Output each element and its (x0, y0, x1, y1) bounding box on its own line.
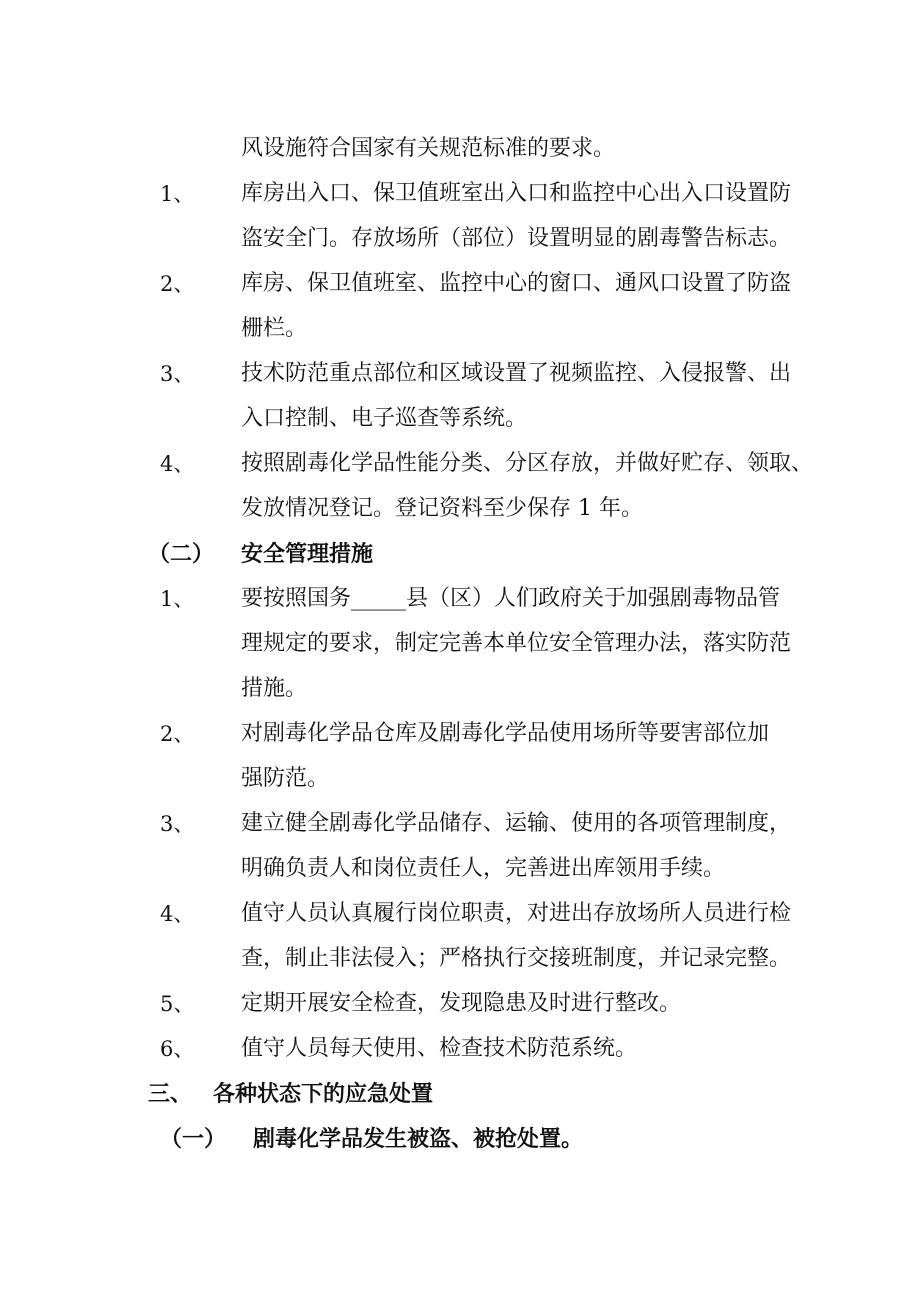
item-text-line: 措施。 (241, 676, 308, 701)
item-number: 1、 (160, 587, 195, 611)
item-text-line: 明确负责人和岗位责任人，完善进出库领用手续。 (241, 856, 726, 881)
item-text-line: 查，制止非法侵入；严格执行交接班制度，并记录完整。 (241, 946, 792, 971)
subsection-number: （一） (160, 1126, 227, 1152)
item-number: 4、 (160, 452, 195, 476)
item-text-line: 值守人员每天使用、检查技术防范系统。 (241, 1036, 638, 1061)
item-text-line: 库房出入口、保卫值班室出入口和监控中心出入口设置防 (241, 181, 792, 206)
item-number: 6、 (160, 1037, 195, 1061)
item-text-line: 理规定的要求，制定完善本单位安全管理办法，落实防范 (241, 631, 792, 656)
item-text-line: 要按照国务_____县（区）人们政府关于加强剧毒物品管 (241, 586, 781, 611)
section-number: （二） (148, 541, 215, 567)
section-title: 各种状态下的应急处置 (213, 1081, 434, 1107)
item-text-line: 盗安全门。存放场所（部位）设置明显的剧毒警告标志。 (241, 226, 792, 251)
item-number: 2、 (160, 722, 195, 746)
section-number: 三、 (148, 1081, 193, 1107)
item-number: 1、 (160, 182, 195, 206)
section-title: 安全管理措施 (241, 541, 374, 567)
continuation-line: 风设施符合国家有关规范标准的要求。 (241, 136, 616, 161)
item-number: 4、 (160, 902, 195, 926)
item-text-line: 定期开展安全检查，发现隐患及时进行整改。 (241, 991, 682, 1016)
item-text-line: 栅栏。 (241, 316, 308, 341)
item-text-line: 建立健全剧毒化学品储存、运输、使用的各项管理制度， (241, 811, 792, 836)
subsection-title: 剧毒化学品发生被盗、被抢处置。 (253, 1126, 584, 1152)
item-number: 2、 (160, 272, 195, 296)
item-text-line: 库房、保卫值班室、监控中心的窗口、通风口设置了防盗 (241, 271, 792, 296)
item-text-line: 发放情况登记。登记资料至少保存 1 年。 (241, 496, 643, 521)
item-text-line: 按照剧毒化学品性能分类、分区存放，并做好贮存、领取、 (241, 451, 814, 476)
item-number: 3、 (160, 362, 195, 386)
item-text-line: 技术防范重点部位和区域设置了视频监控、入侵报警、出 (241, 361, 792, 386)
item-number: 5、 (160, 992, 195, 1016)
item-text-line: 值守人员认真履行岗位职责，对进出存放场所人员进行检 (241, 901, 792, 926)
item-number: 3、 (160, 812, 195, 836)
item-text-line: 入口控制、电子巡查等系统。 (241, 406, 528, 431)
item-text-line: 强防范。 (241, 766, 330, 791)
item-text-line: 对剧毒化学品仓库及剧毒化学品使用场所等要害部位加 (241, 721, 770, 746)
